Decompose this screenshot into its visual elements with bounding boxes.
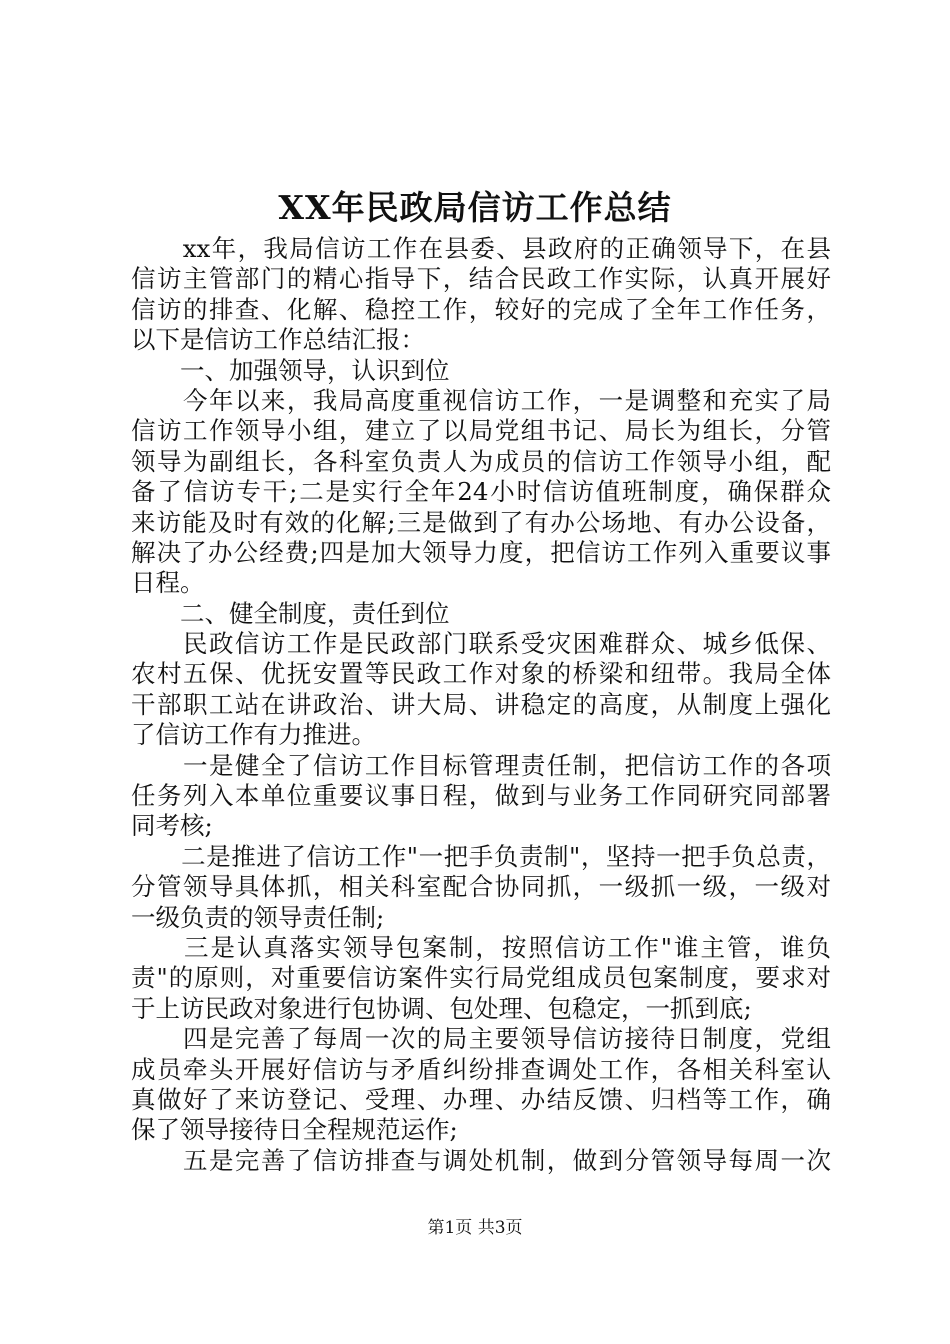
body-line: 二是推进了信访工作"一把手负责制"，坚持一把手负总责，: [131, 841, 831, 871]
body-line: 真做好了来访登记、受理、办理、办结反馈、归档等工作，确: [131, 1084, 831, 1114]
body-line: 分管领导具体抓，相关科室配合协同抓，一级抓一级，一级对: [131, 872, 831, 902]
body-line: 一是健全了信访工作目标管理责任制，把信访工作的各项: [131, 750, 831, 780]
body-line: 解决了办公经费;四是加大领导力度，把信访工作列入重要议事: [131, 537, 831, 567]
body-line: 三是认真落实领导包案制，按照信访工作"谁主管，谁负: [131, 932, 831, 962]
body-line: 备了信访专干;二是实行全年24小时信访值班制度，确保群众: [131, 477, 831, 507]
body-line: 来访能及时有效的化解;三是做到了有办公场地、有办公设备，: [131, 507, 831, 537]
body-line: 今年以来，我局高度重视信访工作，一是调整和充实了局: [131, 385, 831, 415]
body-line: 一级负责的领导责任制;: [131, 902, 385, 932]
body-line: 信访主管部门的精心指导下，结合民政工作实际，认真开展好: [131, 264, 831, 294]
body-line: 民政信访工作是民政部门联系受灾困难群众、城乡低保、: [131, 629, 831, 659]
body-line: 信访工作领导小组，建立了以局党组书记、局长为组长，分管: [131, 416, 831, 446]
body-line: 了信访工作有力推进。: [131, 720, 376, 750]
document-body: [131, 234, 831, 1176]
section-heading: 二、健全制度，责任到位: [131, 598, 450, 628]
body-line: 四是完善了每周一次的局主要领导信访接待日制度，党组: [131, 1024, 831, 1054]
body-line: 同考核;: [131, 811, 213, 841]
body-line: 干部职工站在讲政治、讲大局、讲稳定的高度，从制度上强化: [131, 689, 831, 719]
page-number-footer: 第1页 共3页: [427, 1218, 523, 1238]
body-line: xx年，我局信访工作在县委、县政府的正确领导下，在县: [131, 234, 831, 263]
body-line: 五是完善了信访排查与调处机制，做到分管领导每周一次: [131, 1145, 831, 1175]
body-line: 以下是信访工作总结汇报：: [131, 325, 425, 355]
body-line: 信访的排查、化解、稳控工作，较好的完成了全年工作任务，: [131, 294, 831, 324]
body-line: 保了领导接待日全程规范运作;: [131, 1115, 458, 1145]
body-line: 成员牵头开展好信访与矛盾纠纷排查调处工作，各相关科室认: [131, 1054, 831, 1084]
body-line: 农村五保、优抚安置等民政工作对象的桥梁和纽带。我局全体: [131, 659, 831, 689]
body-line: 责"的原则，对重要信访案件实行局党组成员包案制度，要求对: [131, 963, 831, 993]
body-line: 任务列入本单位重要议事日程，做到与业务工作同研究同部署: [131, 781, 831, 811]
body-line: 领导为副组长，各科室负责人为成员的信访工作领导小组，配: [131, 446, 831, 476]
body-line: 于上访民政对象进行包协调、包处理、包稳定，一抓到底;: [131, 993, 752, 1023]
document-title: XX年民政局信访工作总结: [278, 188, 672, 227]
section-heading: 一、加强领导，认识到位: [131, 355, 450, 385]
body-line: 日程。: [131, 568, 205, 598]
